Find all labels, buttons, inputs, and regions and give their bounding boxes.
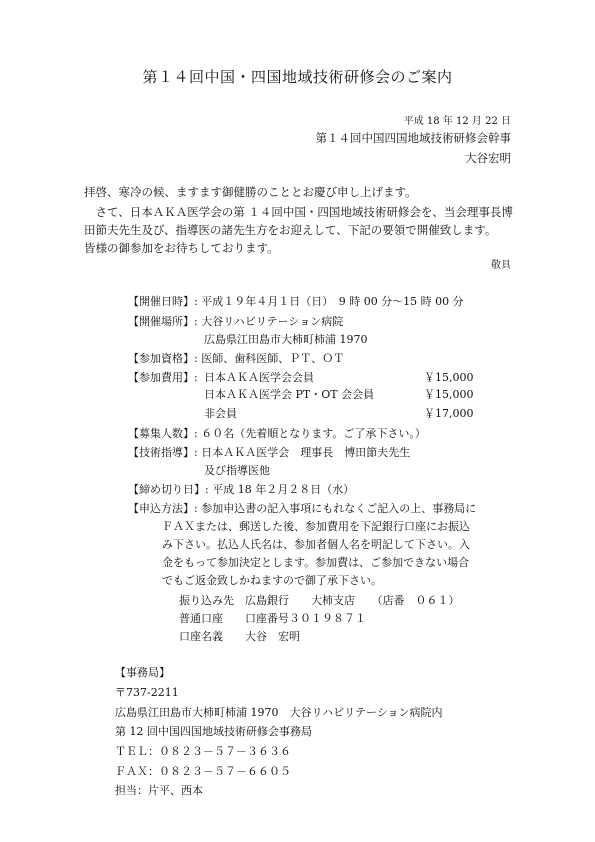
- event-capacity: 【募集人数】: ６０名（先着順となります。ご了承下さい。）: [128, 427, 426, 440]
- fee-price: ￥15,000: [424, 371, 474, 384]
- application-line: ＦＡＸまたは、郵送した後、参加費用を下記銀行口座にお振込: [162, 520, 470, 533]
- intro-line: さて、日本ＡＫＡ医学会の第 １４回中国・四国地域技術研修会を、当会理事長博: [84, 205, 513, 219]
- event-instructor-extra: 及び指導医他: [204, 464, 270, 477]
- page-title: 第１４回中国・四国地域技術研修会のご案内: [142, 68, 453, 86]
- application-line: み下さい。払込人氏名は、参加者個人名を明記して下さい。入: [162, 538, 470, 551]
- fee-price: ￥15,000: [424, 388, 474, 401]
- fee-price: ￥17,000: [424, 407, 474, 420]
- event-venue: 【開催場所】: 大谷リハビリテーション病院: [128, 315, 344, 328]
- event-deadline: 【締め切り日】: 平成 18 年２月２８日（水）: [128, 483, 355, 496]
- fee-name: 非会員: [204, 407, 237, 420]
- issue-date: 平成 18 年 12 月 22 日: [403, 116, 511, 127]
- intro-line: 田節夫先生及び、指導医の諸先生方をお迎えして、下記の要領で開催致します。: [84, 223, 497, 237]
- application-line: 金をもって参加決定とします。参加費は、ご参加できない場合: [162, 556, 470, 569]
- event-instructor: 【技術指導】: 日本ＡＫＡ医学会 理事長 博田節夫先生: [128, 446, 411, 459]
- event-datetime: 【開催日時】: 平成１９年４月１日（日） 9 時 00 分～15 時 00 分: [128, 295, 464, 308]
- contact-heading: 【事務局】: [115, 666, 170, 679]
- bank-account-line: 振り込み先 広島銀行 大柿支店 （店番 ０６１）: [179, 594, 460, 607]
- application-line: 【申込方法】: 参加申込書の記入事項にもれなくご記入の上、事務局に: [128, 502, 477, 515]
- organizer-name: 第１４回中国四国地域技術研修会幹事: [315, 131, 511, 145]
- contact-line: 第 12 回中国四国地域技術研修会事務局: [115, 725, 312, 738]
- application-line: でもご返金致しかねますので御了承下さい。: [162, 574, 382, 587]
- contact-line: 担当：片平、西本: [115, 784, 203, 797]
- contact-line: ＦＡＸ：０８２３－５７－６６０５: [115, 765, 291, 778]
- intro-line: 拝啓、寒冷の候、ますます御健勝のこととお慶び申し上げます。: [84, 185, 417, 199]
- organizer-person: 大谷宏明: [465, 151, 511, 165]
- contact-line: ＴＥＬ：０８２３－５７－３６３６: [115, 745, 291, 758]
- bank-account-line: 口座名義 大谷 宏明: [179, 630, 300, 643]
- fee-name: 日本ＡＫＡ医学会会員: [204, 371, 314, 384]
- event-qualification: 【参加資格】: 医師、歯科医師、ＰＴ、ＯＴ: [128, 352, 345, 365]
- contact-line: 〒737-2211: [115, 686, 179, 699]
- contact-line: 広島県江田島市大柿町柿浦 1970 大谷リハビリテーション病院内: [115, 706, 443, 719]
- fee-label: 【参加費用】:: [128, 371, 198, 384]
- event-address: 広島県江田島市大柿町柿浦 1970: [204, 333, 368, 346]
- closing-word: 敬具: [491, 260, 511, 271]
- intro-line: 皆様の御参加をお待ちしております。: [84, 241, 279, 255]
- bank-account-line: 普通口座 口座番号３０１９８７１: [179, 612, 366, 625]
- fee-name: 日本ＡＫＡ医学会 PT・OT 会会員: [204, 388, 375, 401]
